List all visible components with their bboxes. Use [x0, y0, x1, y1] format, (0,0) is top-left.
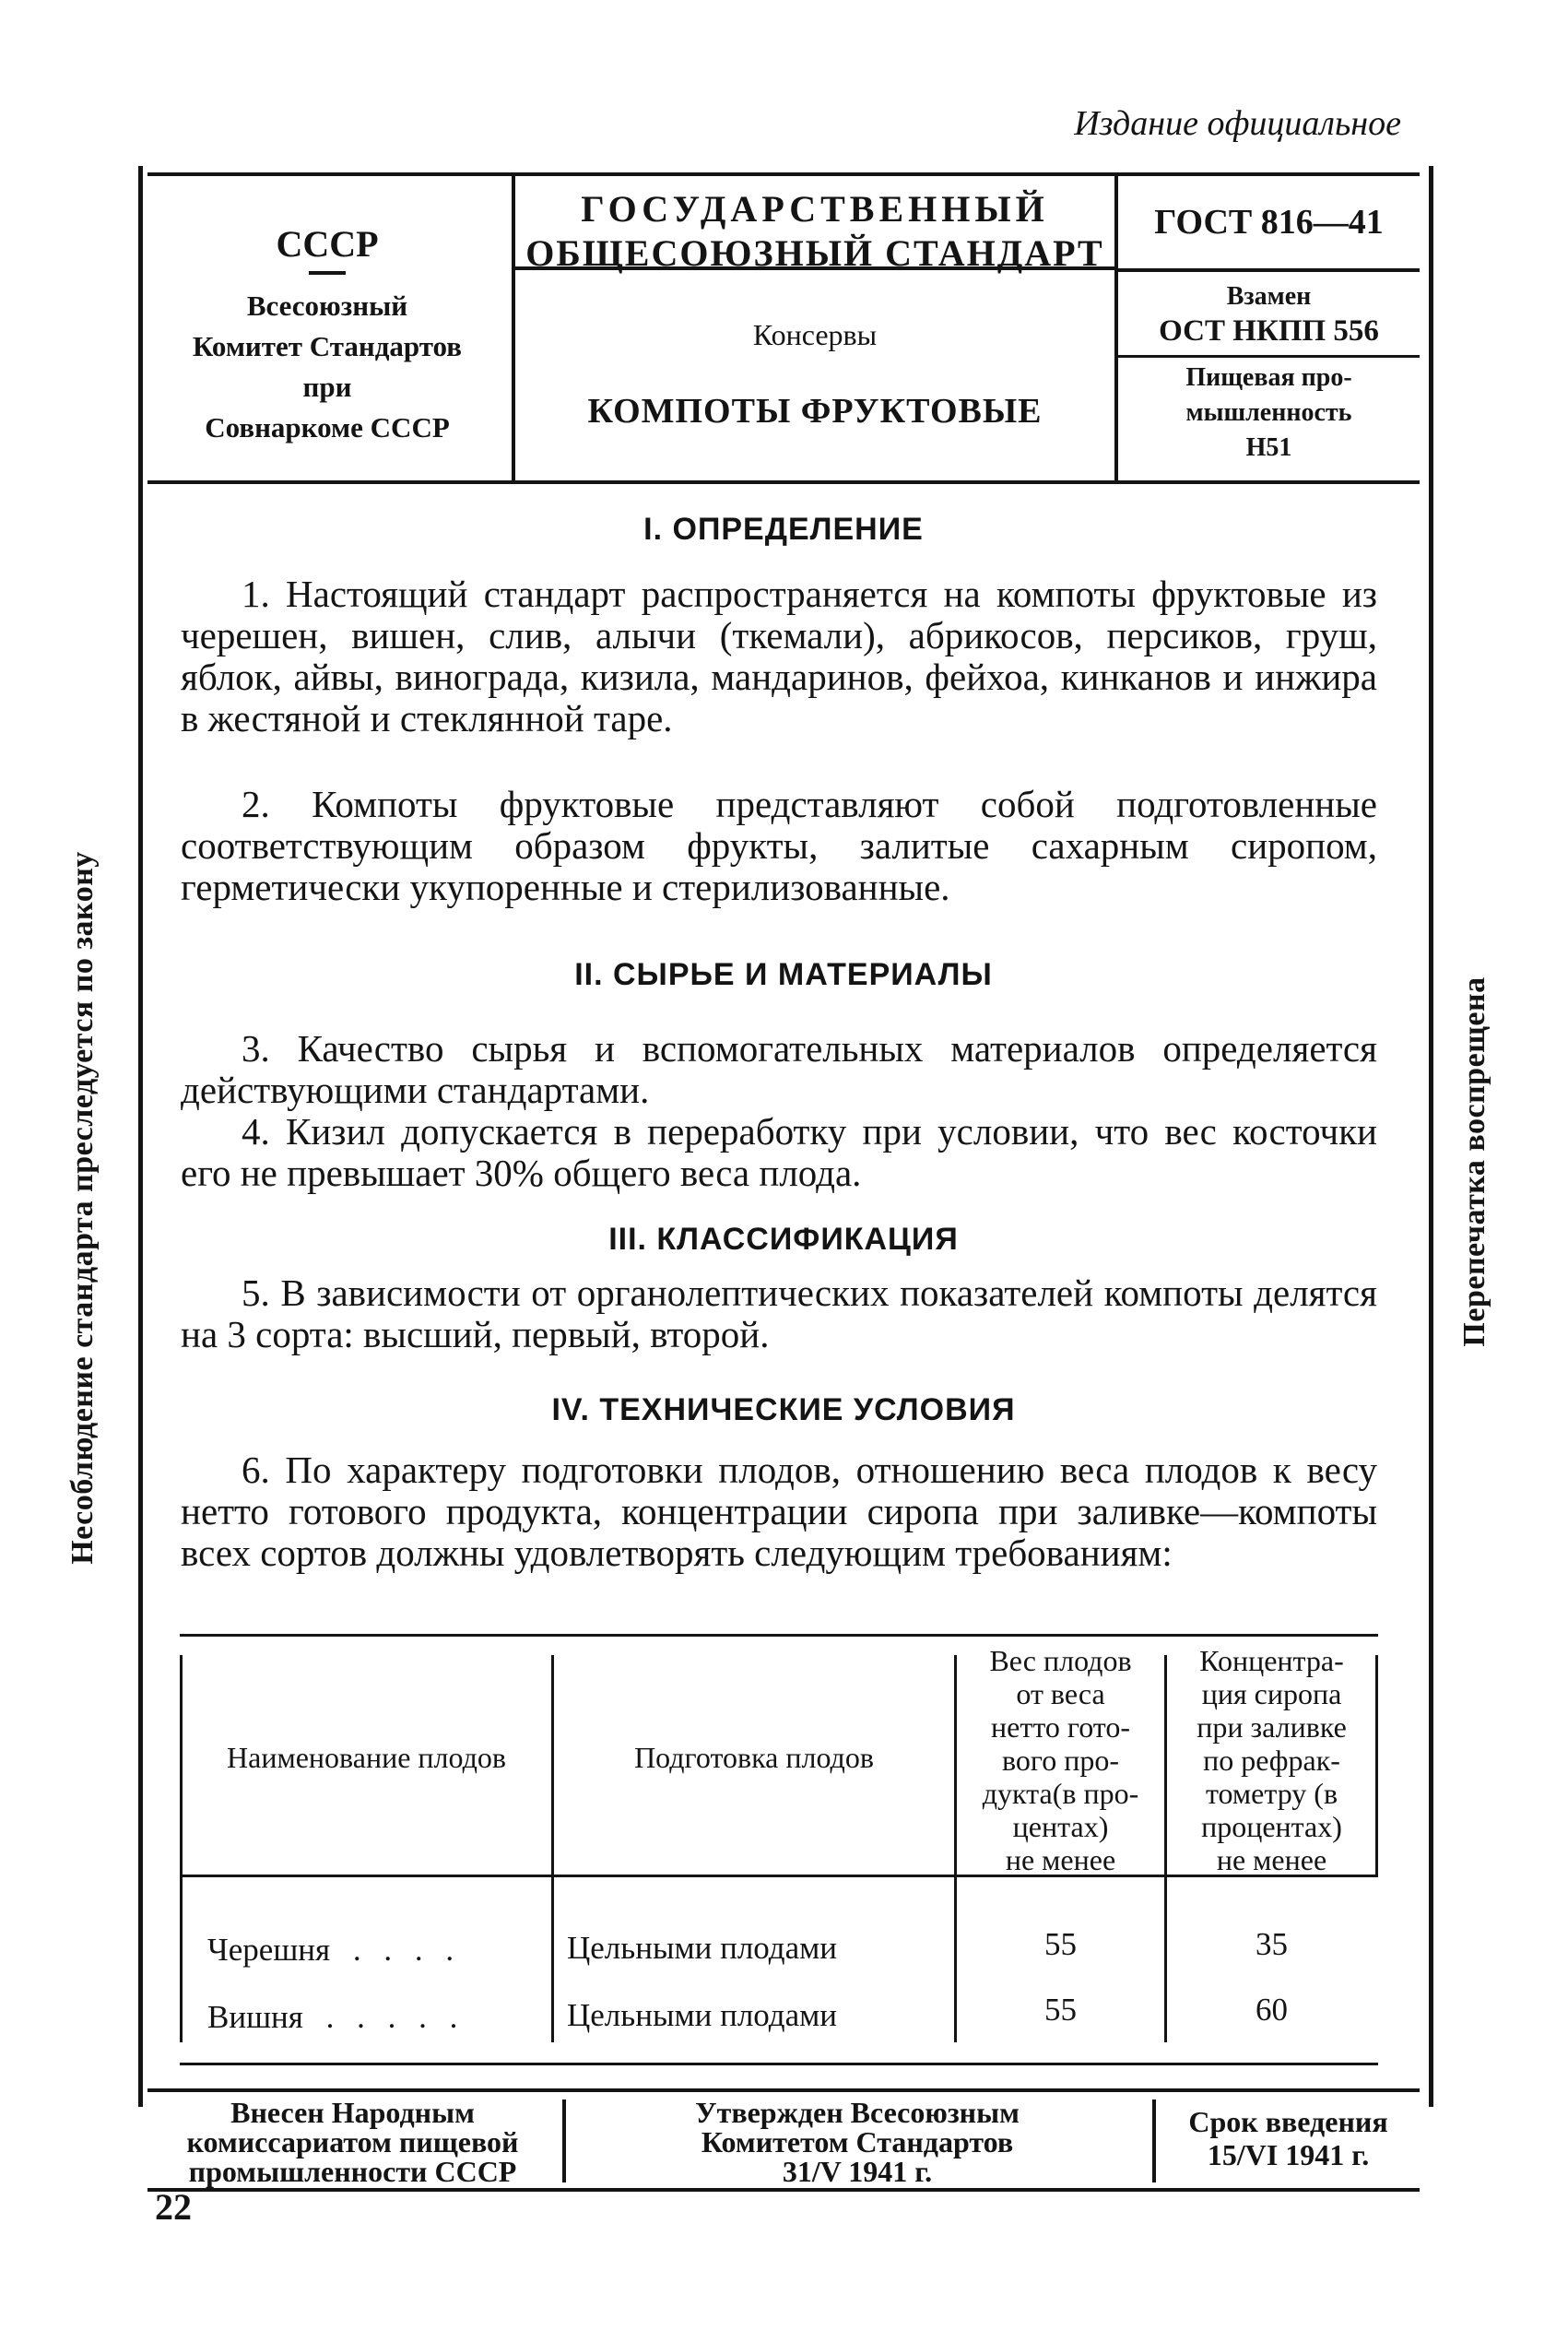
cell-preparation: Цельными плодами [567, 1997, 838, 2033]
paragraph-6: 6. По характеру подготовки плодов, отношению веса плодов к весу нетто готового продукта, концентрации сиропа при заливке—компоты всех сортов должны удовлетворять следующим требованиям: [181, 1449, 1377, 1574]
cell-syrup-concentration: 35 [1256, 1926, 1288, 1962]
edition-note: Издание официальное [1074, 104, 1401, 143]
org-line: Комитет Стандартов [192, 330, 463, 362]
paragraph-1: 1. Настоящий стандарт распространяется на компоты фруктовые из черешен, вишен, слив, алычи (ткемали), абрикосов, персиков, груш, яблок, айвы, винограда, кизила, мандаринов, фейхоа, кинканов и инжира в жестяной и стеклянной таре. [181, 573, 1377, 739]
org-line: Всесоюзный [246, 290, 408, 322]
footer-line: Утвержден Всесоюзным [695, 2096, 1020, 2129]
approved-by [567, 2098, 1148, 2186]
header-line: не менее [1216, 1843, 1327, 1876]
header-line: вого про- [1002, 1744, 1119, 1777]
section-heading: IV. ТЕХНИЧЕСКИЕ УСЛОВИЯ [551, 1392, 1016, 1427]
header-fruit-weight [957, 1644, 1164, 1876]
footer-line: 31/V 1941 г. [782, 2155, 933, 2188]
header-line: Концентра- [1199, 1644, 1344, 1677]
footer-line: Срок введения [1188, 2105, 1388, 2138]
footer-divider [1152, 2099, 1156, 2182]
footer-line: комиссариатом пищевой [186, 2125, 519, 2159]
section-heading: II. СЫРЬЕ И МАТЕРИАЛЫ [574, 957, 993, 992]
org-line: Совнаркоме СССР [205, 411, 450, 444]
cell-syrup-concentration: 60 [1256, 1992, 1288, 2028]
country: СССР [276, 223, 379, 265]
side-note-right [1438, 931, 1512, 1392]
paragraph-2: 2. Компоты фруктовые представляют собой подготовленные соответствующим образом фрукты, залитые сахарным сиропом, герметически укупоренные и стерилизованные. [181, 783, 1377, 908]
table-row [207, 1932, 548, 1969]
header-fruit: Наименование плодов [227, 1741, 506, 1774]
section-heading: I. ОПРЕДЕЛЕНИЕ [643, 512, 924, 547]
header-line: при заливке [1197, 1710, 1347, 1744]
column-divider [551, 1655, 554, 2042]
replaces-label: Взамен [1226, 282, 1312, 311]
leader-dots: . . . . [352, 1932, 462, 1968]
header-line: не менее [1005, 1843, 1116, 1876]
section-heading: III. КЛАССИФИКАЦИЯ [608, 1222, 959, 1257]
leader-dots: . . . . . [325, 1999, 466, 2035]
header-syrup-concentration [1167, 1644, 1376, 1876]
requirements-table [180, 1634, 1378, 2065]
paragraph-5: 5. В зависимости от органолептических показателей компоты делятся на 3 сорта: высший, первый, второй. [181, 1271, 1377, 1355]
header-line: тометру (в [1205, 1777, 1338, 1810]
header-line: по рефрак- [1203, 1744, 1340, 1777]
introduced-by [147, 2098, 558, 2186]
org-line: при [302, 371, 352, 403]
table-border [180, 1655, 183, 2042]
cell-fruit-weight: 55 [1044, 1926, 1077, 1962]
gost-number: ГОСТ 816—41 [1118, 176, 1420, 272]
header-line: процентах) [1201, 1810, 1342, 1843]
cell-fruit: Вишня [207, 1999, 303, 2035]
issuing-organization [147, 176, 507, 480]
footer-line: 15/VI 1941 г. [1207, 2138, 1370, 2171]
standard-type-line-1: ГОСУДАРСТВЕННЫЙ [581, 188, 1049, 230]
page-number: 22 [155, 2186, 192, 2228]
classification-line: Пищевая про- [1185, 363, 1352, 392]
paragraph-3: 3. Качество сырья и вспомогательных материалов определяется действующими стандартами. [181, 1027, 1377, 1111]
side-note-right-text: Перепечатка воспрещена [1457, 976, 1491, 1347]
cell-fruit: Черешня [207, 1932, 331, 1968]
subject: Консервы [752, 318, 878, 351]
header-line: центах) [1012, 1810, 1109, 1843]
side-note-left [46, 793, 120, 1623]
product-title: КОМПОТЫ ФРУКТОВЫЕ [587, 392, 1043, 431]
dash-divider [309, 271, 346, 275]
footer-block [147, 2088, 1420, 2192]
header-preparation: Подготовка плодов [634, 1741, 874, 1774]
footer-line: промышленности СССР [188, 2155, 517, 2188]
standard-type-line-2: ОБЩЕСОЮЗНЫЙ СТАНДАРТ [525, 232, 1104, 274]
header-block [147, 172, 1420, 484]
footer-line: Комитетом Стандартов [701, 2125, 1014, 2159]
standard-title-block [512, 176, 1118, 480]
header-line: Вес плодов [989, 1644, 1132, 1677]
standard-id-block [1118, 176, 1420, 480]
classification-line: Н51 [1245, 433, 1292, 462]
footer-line: Внесен Народным [230, 2096, 475, 2129]
replaces-code: ОСТ НКПП 556 [1118, 313, 1420, 358]
paragraph-4: 4. Кизил допускается в переработку при условии, что вес косточки его не превышает 30% общего веса плода. [181, 1110, 1377, 1194]
table-row [207, 1999, 548, 2036]
cell-preparation: Цельными плодами [567, 1930, 838, 1966]
header-line: дукта(в про- [982, 1777, 1139, 1810]
header-line: ция сиропа [1201, 1677, 1342, 1710]
header-line: от веса [1016, 1677, 1105, 1710]
classification-line: мышленность [1185, 398, 1352, 427]
header-line: нетто гото- [991, 1710, 1130, 1744]
cell-fruit-weight: 55 [1044, 1992, 1077, 2028]
side-note-left-text: Несоблюдение стандарта преследуется по закону [65, 851, 100, 1565]
standard-type [515, 176, 1114, 274]
footer-divider [562, 2099, 566, 2182]
effective-date [1157, 2105, 1420, 2171]
